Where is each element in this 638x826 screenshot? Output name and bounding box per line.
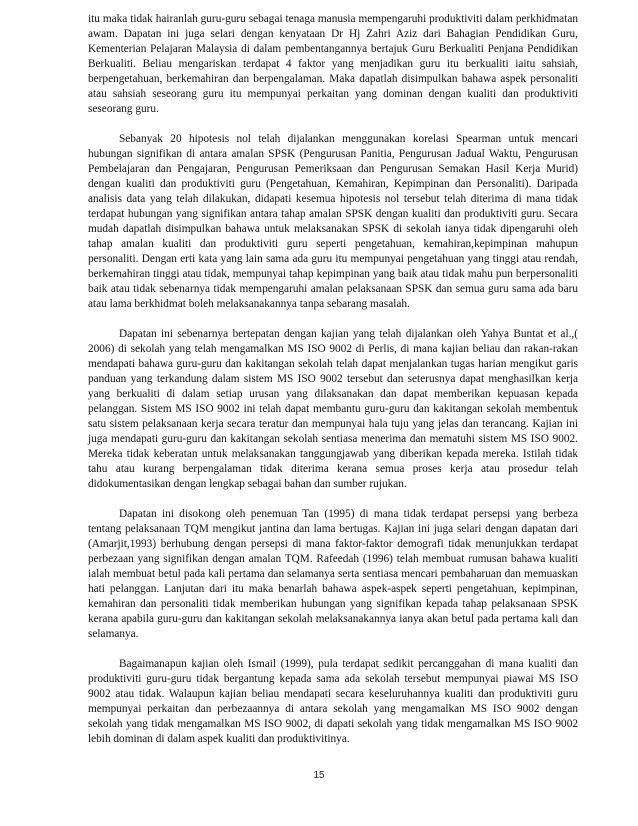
page-number: 15 [313,770,325,781]
document-body [88,12,578,762]
paragraph-2: Sebanyak 20 hipotesis nol telah dijalankan menggunakan korelasi Spearman untuk mencari hubungan signifikan di antara amalan SPSK (Pengurusan Panitia, Pengurusan Jadual Waktu, Pengurusan Pembelajaran dan Pengajaran, Pengurusan Pemeriksaan dan Pengurusan Semakan Hasil Kerja Murid) dengan kualiti dan produktiviti guru (Pengetahuan, Kemahiran, Kepimpinan dan Personaliti). Daripada analisis data yang telah dilakukan, didapati kesemua hipotesis nol tersebut telah diterima di mana tidak terdapat hubungan yang signifikan antara tahap amalan SPSK dengan kualiti dan produktiviti guru. Secara mudah dapatlah disimpulkan bahawa untuk melaksanakan SPSK di sekolah ianya tidak dipengaruhi oleh tahap amalan kualiti dan produktiviti guru seperti pengetahuan, kemahiran,kepimpinan mahupun personaliti. Dengan erti kata yang lain sama ada guru itu mempunyai pengetahuan yang tinggi atau rendah, berkemahiran tinggi atau tidak, mempunyai tahap kepimpinan yang baik atau tidak mahu pun berpersonaliti baik atau tidak sebenarnya tidak mempengaruhi amalan pelaksanaan SPSK dan semua guru sama ada baru atau lama berkhidmat boleh melaksanakannya tanpa sebarang masalah. [88,133,578,310]
paragraph-4: Dapatan ini disokong oleh penemuan Tan (1995) di mana tidak terdapat persepsi yang berbeza tentang pelaksanaan TQM mengikut jantina dan lama bertugas. Kajian ini juga selari dengan dapatan dari (Amarjit,1993) berhubung dengan persepsi di mana faktor-faktor demografi tidak menunjukkan terdapat perbezaan yang signifikan dengan amalan TQM. Rafeedah (1996) telah membuat rumusan bahawa kualiti ialah membuat betul pada kali pertama dan selamanya serta sentiasa mencari pembaharuan dan memuaskan hati pelanggan. Lanjutan dari itu maka benarlah bahawa aspek-aspek seperti pengetahuan, kepimpinan, kemahiran dan personaliti tidak memberikan hubungan yang signifikan kepada tahap pelaksanaan SPSK kerana apabila guru-guru dan kakitangan sekolah melaksanakannya ianya akan betul pada pertama kali dan selamanya. [88,508,578,640]
paragraph-1: itu maka tidak hairanlah guru-guru sebagai tenaga manusia mempengaruhi produktiviti dalam perkhidmatan awam. Dapatan ini juga selari dengan kenyataan Dr Hj Zahri Aziz dari Bahagian Pendidikan Guru, Kementerian Pelajaran Malaysia di dalam pembentangannya bertajuk Guru Berkualiti Penjana Pendidikan Berkualiti. Beliau mengariskan terdapat 4 faktor yang menjadikan guru itu berkualiti iaitu sahsiah, berpengetahuan, berkemahiran dan berpengalaman. Maka dapatlah disimpulkan bahawa aspek personaliti atau sahsiah seseorang guru itu mempunyai perkaitan yang dominan dengan kualiti dan produktiviti seseorang guru. [88,13,578,115]
paragraph-3: Dapatan ini sebenarnya bertepatan dengan kajian yang telah dijalankan oleh Yahya Buntat et al.,( 2006) di sekolah yang telah mengamalkan MS ISO 9002 di Perlis, di mana kajian beliau dan rakan-rakan mendapati bahawa guru-guru dan kakitangan sekolah telah dapat menjalankan tugas harian mengikut garis panduan yang terkandung dalam sistem MS ISO 9002 tersebut dan seterusnya dapat menghasilkan kerja yang berkualiti di dalam setiap urusan yang dilaksanakan dan dapat memberikan kepuasan kepada pelanggan. Sistem MS ISO 9002 ini telah dapat membantu guru-guru dan kakitangan sekolah membentuk satu sistem pelaksanaan kerja secara teratur dan mempunyai hala tuju yang jelas dan terancang. Kajian ini juga mendapati guru-guru dan kakitangan sekolah sentiasa menerima dan mematuhi sistem MS ISO 9002. Mereka tidak keberatan untuk melaksanakan tanggungjawab yang diberikan kepada mereka. Istilah tidak tahu atau kurang berpengalaman tidak diterima kerana semua proses kerja atau prosedur telah didokumentasikan dengan lengkap sebagai bahan dan sumber rujukan. [88,328,578,490]
paragraph-5: Bagaimanapun kajian oleh Ismail (1999), pula terdapat sedikit percanggahan di mana kualiti dan produktiviti guru-guru tidak bergantung kepada sama ada sekolah tersebut mempunyai piawai MS ISO 9002 atau tidak. Walaupun kajian beliau mendapati secara keseluruhannya kualiti dan produktiviti guru mempunyai perkaitan dan perbezaannya di antara sekolah yang mengamalkan MS ISO 9002 dengan sekolah yang tidak mengamalkan MS ISO 9002, di dapati sekolah yang tidak mengamalkan MS ISO 9002 lebih dominan di dalam aspek kualiti dan produktivitinya. [88,658,578,745]
